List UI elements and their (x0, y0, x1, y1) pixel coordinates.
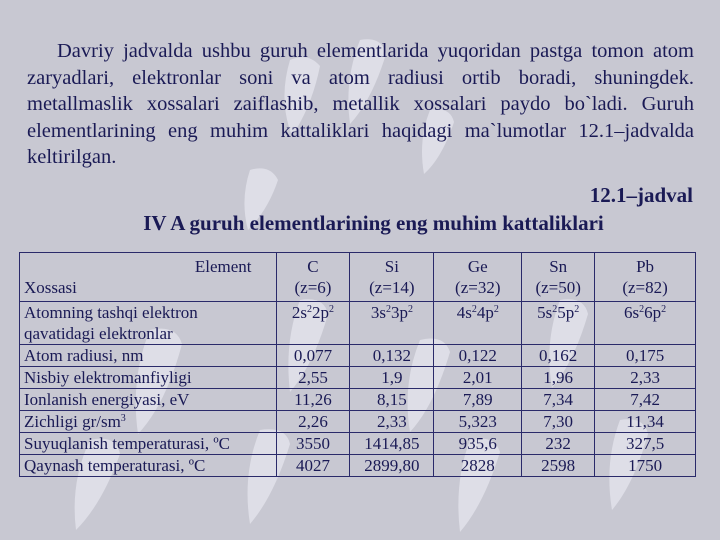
element-z: (z=82) (622, 278, 668, 297)
config-part: 4p (476, 303, 494, 322)
table-cell: 0,077 (276, 345, 350, 367)
intro-paragraph: Davriy jadvalda ushbu guruh elementlarida yuqoridan pastga tomon atom zaryadlari, elektronlar soni va atom radiusi ortib boradi, shuningdek. metallmaslik xossalari zaiflashib, metallik xossalari paydo bo`ladi. Guruh elementlarining eng muhim kattaliklari haqidagi ma`lumotlar 12.1–jadvalda keltirilgan. (27, 40, 694, 168)
table-cell: 2,55 (276, 367, 350, 389)
config-sup: 2 (407, 304, 413, 315)
table-row (20, 455, 696, 477)
element-header-cell (276, 253, 350, 302)
config-cell (434, 302, 522, 345)
config-cell (276, 302, 350, 345)
config-sup: 2 (385, 304, 391, 315)
element-z: (z=32) (455, 278, 501, 297)
table-cell: 0,132 (350, 345, 434, 367)
table-cell: 5,323 (434, 411, 522, 433)
table-cell: 11,34 (595, 411, 696, 433)
config-sup: 2 (639, 304, 645, 315)
row-label (20, 411, 277, 433)
table-cell: 2,01 (434, 367, 522, 389)
row-label-line: qavatidagi elektronlar (24, 324, 173, 343)
row-label-line: Atomning tashqi elektron (24, 303, 198, 322)
header-property-label: Xossasi (24, 278, 77, 297)
table-cell: 7,30 (522, 411, 595, 433)
config-part: 2p (312, 303, 330, 322)
table-cell: 1414,85 (350, 433, 434, 455)
table-row (20, 302, 696, 345)
config-sup: 2 (574, 304, 580, 315)
table-row (20, 433, 696, 455)
config-part: 4s (456, 303, 472, 322)
element-header-cell (434, 253, 522, 302)
table-row (20, 367, 696, 389)
table-cell: 327,5 (595, 433, 696, 455)
table-cell: 2899,80 (350, 455, 434, 477)
table-cell: 1750 (595, 455, 696, 477)
table-cell: 3550 (276, 433, 350, 455)
config-sup: 2 (307, 304, 313, 315)
row-label: Qaynash temperaturasi, ºC (20, 455, 277, 477)
table-row (20, 411, 696, 433)
element-z: (z=6) (294, 278, 332, 297)
config-sup: 2 (471, 304, 477, 315)
config-cell (522, 302, 595, 345)
config-part: 3s (370, 303, 386, 322)
table-cell: 2828 (434, 455, 522, 477)
table-number: 12.1–jadval (589, 183, 693, 207)
table-cell: 8,15 (350, 389, 434, 411)
table-row (20, 345, 696, 367)
properties-table (19, 252, 696, 477)
table-cell: 0,162 (522, 345, 595, 367)
element-header-cell (350, 253, 434, 302)
row-label: Atom radiusi, nm (20, 345, 277, 367)
table-cell: 11,26 (276, 389, 350, 411)
config-part: 3p (390, 303, 408, 322)
row-label-sup: 3 (120, 413, 126, 424)
config-cell (350, 302, 434, 345)
element-symbol: C (307, 257, 319, 276)
row-label: Ionlanish energiyasi, eV (20, 389, 277, 411)
table-cell: 1,9 (350, 367, 434, 389)
table-title: IV A guruh elementlarining eng muhim kattaliklari (143, 211, 604, 235)
config-cell (595, 302, 696, 345)
config-sup: 2 (552, 304, 558, 315)
config-part: 2s (291, 303, 308, 322)
header-element-label: Element (194, 257, 252, 276)
element-symbol: Sn (549, 257, 568, 276)
table-cell: 4027 (276, 455, 350, 477)
table-cell: 7,34 (522, 389, 595, 411)
element-z: (z=50) (535, 278, 581, 297)
header-corner-cell (20, 253, 277, 302)
row-label: Nisbiy elektromanfiyligi (20, 367, 277, 389)
table-row (20, 389, 696, 411)
config-part: 5p (557, 303, 575, 322)
table-cell: 935,6 (434, 433, 522, 455)
config-sup: 2 (329, 304, 335, 315)
element-header-cell (595, 253, 696, 302)
table-cell: 232 (522, 433, 595, 455)
table-cell: 1,96 (522, 367, 595, 389)
row-label (20, 302, 277, 345)
table-cell: 2,26 (276, 411, 350, 433)
table-cell: 2598 (522, 455, 595, 477)
table-cell: 0,122 (434, 345, 522, 367)
element-z: (z=14) (369, 278, 415, 297)
config-sup: 2 (493, 304, 499, 315)
element-symbol: Ge (467, 257, 488, 276)
row-label-text: Zichligi gr/sm (24, 412, 121, 431)
element-header-cell (522, 253, 595, 302)
config-sup: 2 (661, 304, 667, 315)
element-symbol: Pb (636, 257, 655, 276)
table-cell: 2,33 (350, 411, 434, 433)
row-label: Suyuqlanish temperaturasi, ºC (20, 433, 277, 455)
table-cell: 0,175 (595, 345, 696, 367)
table-header-row (20, 253, 696, 302)
config-part: 5s (537, 303, 553, 322)
table-cell: 7,89 (434, 389, 522, 411)
config-part: 6p (644, 303, 662, 322)
element-symbol: Si (384, 257, 399, 276)
table-cell: 2,33 (595, 367, 696, 389)
config-part: 6s (624, 303, 640, 322)
table-cell: 7,42 (595, 389, 696, 411)
